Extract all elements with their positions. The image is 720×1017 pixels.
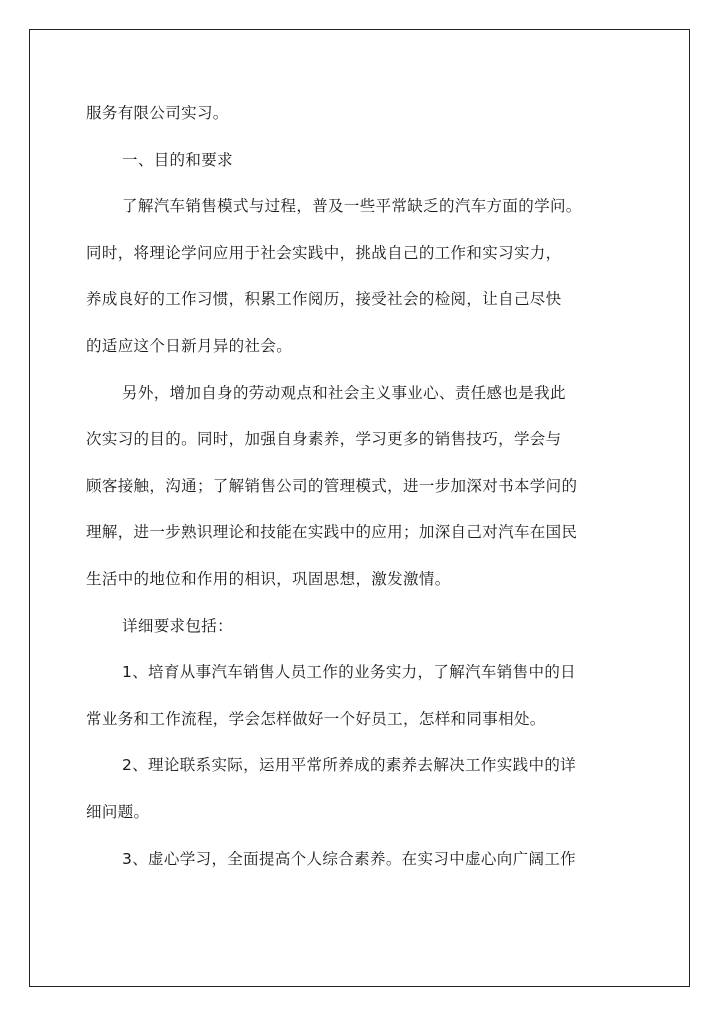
list-item-2: 2、理论联系实际，运用平常所养成的素养去解决工作实践中的详 <box>122 756 577 775</box>
text-line: 细问题。 <box>86 802 150 821</box>
text-line: 了解汽车销售模式与过程，普及一些平常缺乏的汽车方面的学问。 <box>122 197 582 216</box>
list-heading: 详细要求包括： <box>122 616 233 635</box>
text-line: 养成良好的工作习惯，积累工作阅历，接受社会的检阅，让自己尽快 <box>86 290 562 309</box>
text-line: 的适应这个日新月异的社会。 <box>86 336 293 355</box>
section-heading: 一、目的和要求 <box>122 150 233 169</box>
document-body <box>86 90 638 882</box>
text-line: 服务有限公司实习。 <box>86 104 229 122</box>
text-line: 同时，将理论学问应用于社会实践中，挑战自己的工作和实习实力， <box>86 243 562 262</box>
text-line: 常业务和工作流程，学会怎样做好一个好员工，怎样和同事相处。 <box>86 709 546 728</box>
text-line: 生活中的地位和作用的相识，巩固思想，激发激情。 <box>86 569 451 588</box>
list-item-3: 3、虚心学习，全面提高个人综合素养。在实习中虚心向广阔工作 <box>122 849 577 868</box>
text-line: 次实习的目的。同时，加强自身素养，学习更多的销售技巧，学会与 <box>86 430 562 449</box>
text-line: 顾客接触，沟通；了解销售公司的管理模式，进一步加深对书本学问的 <box>86 476 578 495</box>
text-line: 另外，增加自身的劳动观点和社会主义事业心、责任感也是我此 <box>122 383 566 402</box>
list-item-1: 1、培育从事汽车销售人员工作的业务实力，了解汽车销售中的日 <box>122 663 577 682</box>
text-line: 理解，进一步熟识理论和技能在实践中的应用；加深自己对汽车在国民 <box>86 523 578 542</box>
